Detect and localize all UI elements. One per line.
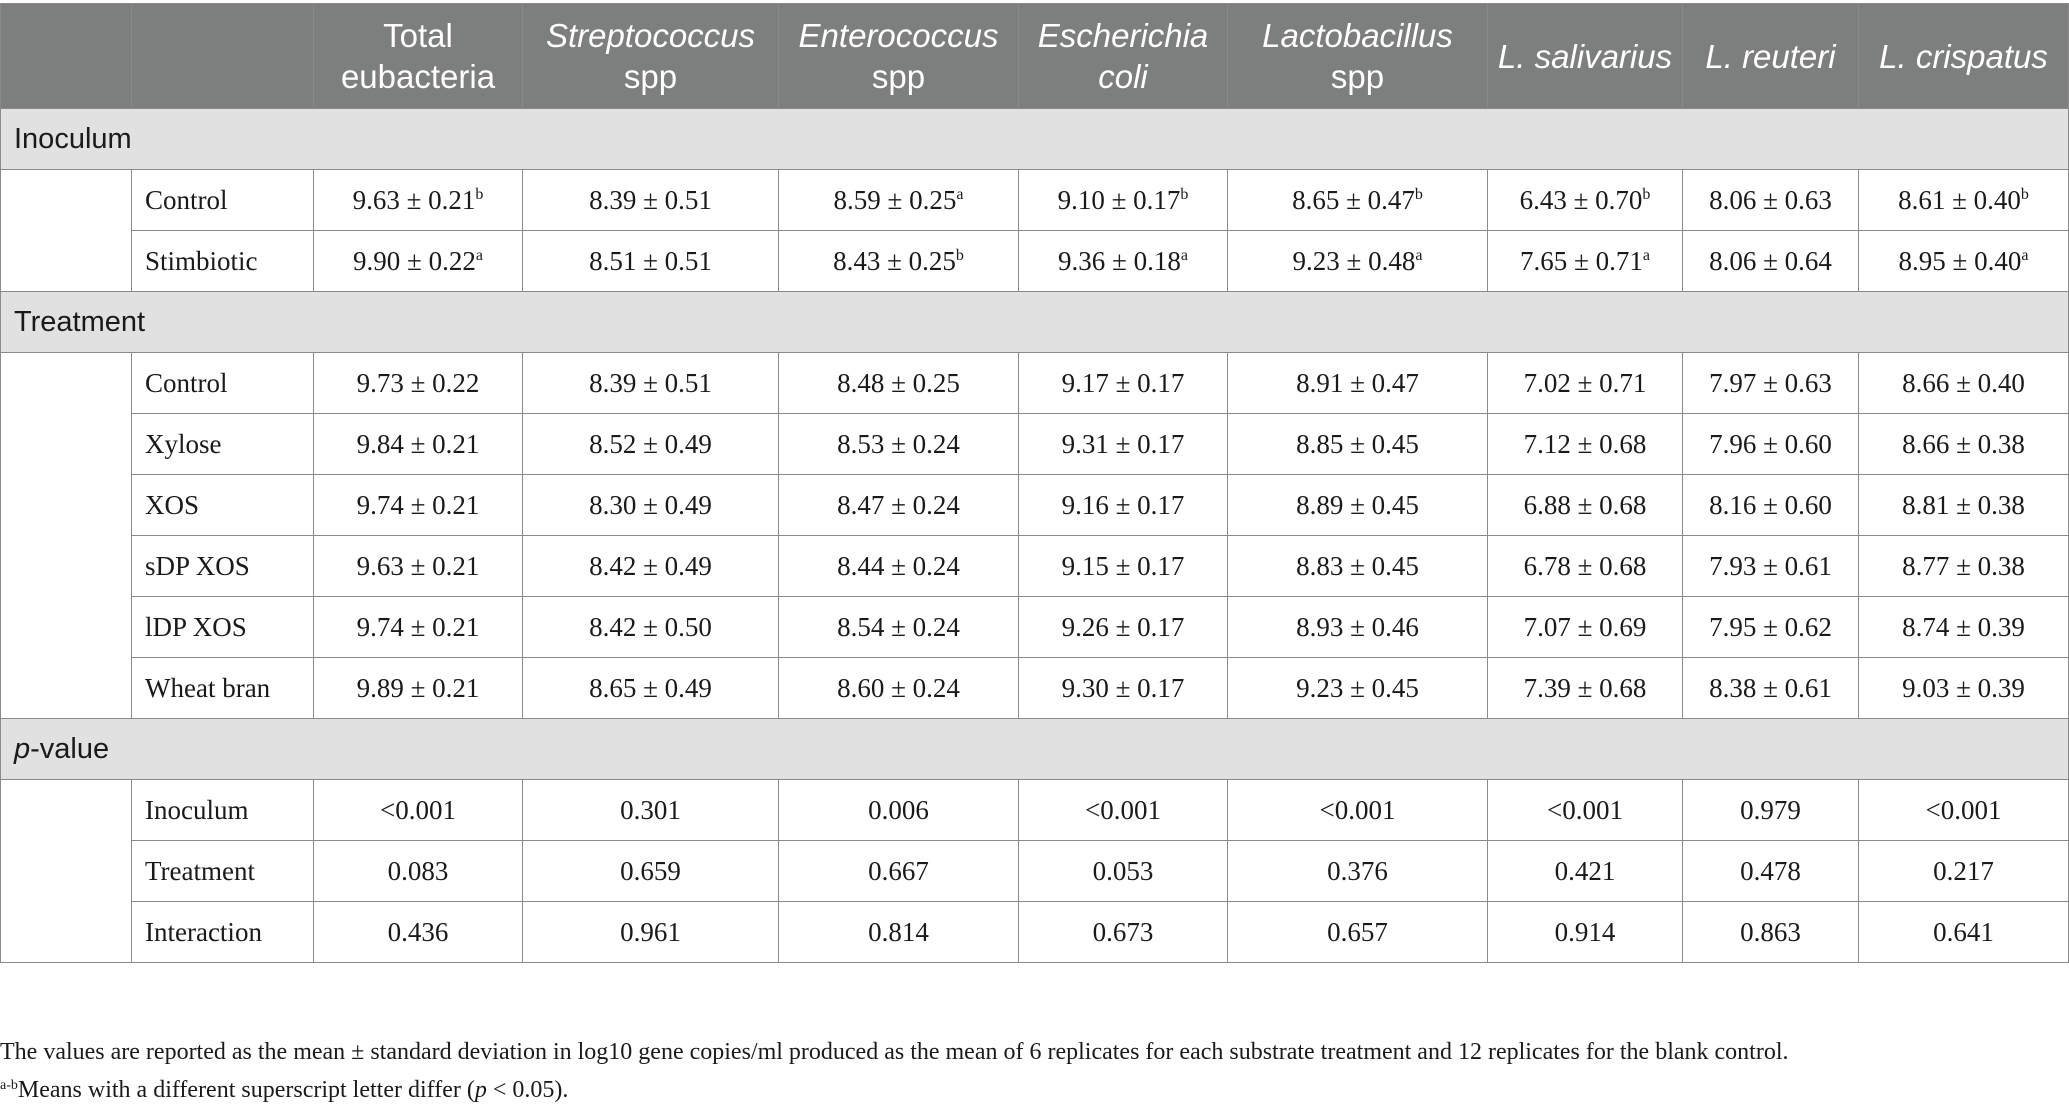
column-header-text: L. salivarius: [1497, 37, 1673, 75]
cell-value: 9.15 ± 0.17: [1061, 550, 1185, 581]
table-row: [1, 475, 2069, 536]
data-cell: [1228, 414, 1488, 475]
cell-value: 9.23 ± 0.48: [1292, 245, 1416, 276]
cell-value: 0.053: [1092, 855, 1154, 886]
data-cell: [1019, 658, 1228, 719]
data-cell: [1859, 841, 2069, 902]
data-cell: [1228, 658, 1488, 719]
data-cell: [1683, 170, 1859, 231]
cell-value: 0.657: [1327, 916, 1388, 947]
indent-cell: [1, 841, 132, 902]
data-cell: [1019, 597, 1228, 658]
indent-cell: [1, 475, 132, 536]
cell-value: 9.89 ± 0.21: [356, 672, 480, 703]
indent-cell: [1, 170, 132, 231]
cell-value: 7.93 ± 0.61: [1709, 550, 1832, 581]
cell-value: 8.47 ± 0.24: [837, 489, 960, 520]
footnote-text-a: Means with a different superscript letter differ (: [17, 1077, 475, 1103]
cell-value: 6.78 ± 0.68: [1523, 550, 1647, 581]
data-cell: [1488, 658, 1683, 719]
column-header-text: Streptococcus: [545, 17, 756, 54]
cell-value: 0.979: [1740, 794, 1801, 825]
column-header: [523, 4, 779, 109]
cell-value: 8.91 ± 0.47: [1296, 367, 1419, 398]
data-cell: [1019, 475, 1228, 536]
row-label: Control: [132, 353, 314, 414]
footnote-superscript-marker: a-b: [0, 1078, 18, 1093]
cell-superscript: a: [1180, 246, 1188, 264]
cell-value: 0.641: [1933, 916, 1994, 947]
data-cell: [523, 902, 779, 963]
data-cell: [1228, 902, 1488, 963]
column-header: [1683, 4, 1859, 109]
data-cell: [1228, 353, 1488, 414]
indent-cell: [1, 231, 132, 292]
data-cell: [1228, 841, 1488, 902]
table-footnotes: [0, 1037, 2060, 1113]
data-cell: [1019, 536, 1228, 597]
data-cell: [1488, 536, 1683, 597]
data-cell: [314, 597, 523, 658]
cell-value: 8.30 ± 0.49: [589, 489, 712, 520]
cell-value: 9.84 ± 0.21: [356, 428, 480, 459]
data-cell: [1019, 902, 1228, 963]
data-cell: [1859, 902, 2069, 963]
column-header-text: spp: [1330, 58, 1385, 95]
data-cell: [1019, 231, 1228, 292]
data-cell: [1228, 231, 1488, 292]
cell-value: 0.436: [387, 916, 449, 947]
data-cell: [523, 536, 779, 597]
data-cell: [1488, 475, 1683, 536]
data-cell: [314, 902, 523, 963]
cell-value: 7.95 ± 0.62: [1709, 611, 1832, 642]
cell-value: 8.89 ± 0.45: [1296, 489, 1419, 520]
data-cell: [779, 475, 1019, 536]
data-cell: [1488, 841, 1683, 902]
table-row: [1, 780, 2069, 841]
section-title-italic: p: [14, 732, 31, 765]
column-header-text: spp: [871, 58, 926, 95]
column-header-text: Enterococcus: [798, 17, 999, 54]
indent-cell: [1, 902, 132, 963]
cell-value: 8.81 ± 0.38: [1902, 489, 2025, 520]
cell-value: 8.39 ± 0.51: [589, 184, 712, 215]
data-cell: [1683, 902, 1859, 963]
cell-value: 0.301: [620, 794, 681, 825]
data-cell: [779, 658, 1019, 719]
data-cell: [1859, 658, 2069, 719]
data-cell: [1019, 353, 1228, 414]
data-cell: [1683, 475, 1859, 536]
section-title: Inoculum: [1, 109, 2069, 170]
cell-value: 8.66 ± 0.38: [1902, 428, 2025, 459]
cell-value: 9.74 ± 0.21: [356, 611, 480, 642]
cell-value: <0.001: [1547, 794, 1623, 825]
column-header: [1859, 4, 2069, 109]
cell-value: 8.54 ± 0.24: [837, 611, 960, 642]
cell-value: 8.39 ± 0.51: [589, 367, 712, 398]
cell-value: 8.42 ± 0.50: [589, 611, 712, 642]
cell-value: 9.63 ± 0.21: [352, 184, 476, 215]
cell-value: 7.02 ± 0.71: [1523, 367, 1647, 398]
table-row: [1, 658, 2069, 719]
data-cell: [1859, 170, 2069, 231]
column-header-text: L. reuteri: [1705, 37, 1836, 75]
row-label: Control: [132, 170, 314, 231]
cell-value: <0.001: [1925, 794, 2002, 825]
cell-value: 9.26 ± 0.17: [1061, 611, 1185, 642]
data-cell: [523, 475, 779, 536]
row-label: Interaction: [132, 902, 314, 963]
cell-value: 0.863: [1740, 916, 1801, 947]
cell-value: 0.083: [387, 855, 449, 886]
cell-value: 9.73 ± 0.22: [356, 367, 480, 398]
cell-value: 9.10 ± 0.17: [1057, 184, 1181, 215]
cell-value: 8.83 ± 0.45: [1296, 550, 1419, 581]
cell-value: 7.97 ± 0.63: [1709, 367, 1832, 398]
cell-value: 8.38 ± 0.61: [1709, 672, 1832, 703]
row-label: Stimbiotic: [132, 231, 314, 292]
data-cell: [314, 231, 523, 292]
data-cell: [314, 841, 523, 902]
cell-value: 8.06 ± 0.63: [1709, 184, 1832, 215]
cell-value: 8.51 ± 0.51: [589, 245, 712, 276]
cell-superscript: b: [1180, 185, 1189, 203]
data-cell: [1488, 597, 1683, 658]
data-cell: [1859, 536, 2069, 597]
data-cell: [523, 780, 779, 841]
data-cell: [1683, 536, 1859, 597]
data-cell: [523, 414, 779, 475]
table-row: [1, 353, 2069, 414]
data-cell: [523, 841, 779, 902]
cell-value: 0.478: [1740, 855, 1801, 886]
data-cell: [1488, 170, 1683, 231]
data-cell: [1019, 170, 1228, 231]
column-header-text: coli: [1098, 58, 1148, 95]
cell-value: 9.63 ± 0.21: [356, 550, 480, 581]
table-row: [1, 902, 2069, 963]
indent-cell: [1, 414, 132, 475]
header-row: [1, 4, 2069, 109]
row-label: lDP XOS: [132, 597, 314, 658]
cell-value: <0.001: [380, 794, 456, 825]
cell-superscript: a: [1642, 246, 1650, 264]
cell-value: 9.16 ± 0.17: [1061, 489, 1185, 520]
cell-value: 8.66 ± 0.40: [1902, 367, 2025, 398]
cell-value: 8.06 ± 0.64: [1709, 245, 1832, 276]
data-cell: [1228, 597, 1488, 658]
cell-value: 0.961: [620, 916, 681, 947]
cell-superscript: b: [955, 246, 964, 264]
cell-value: 8.52 ± 0.49: [589, 428, 712, 459]
header-blank-cell: [1, 4, 132, 109]
column-header-text: L. crispatus: [1879, 37, 2048, 75]
column-header-text: Total: [383, 17, 453, 54]
section-header-row: [1, 292, 2069, 353]
cell-value: 0.006: [868, 794, 929, 825]
cell-superscript: a: [475, 246, 483, 264]
data-cell: [1228, 536, 1488, 597]
data-cell: [523, 658, 779, 719]
cell-value: 9.36 ± 0.18: [1058, 245, 1181, 276]
cell-value: 8.44 ± 0.24: [837, 550, 960, 581]
cell-value: 0.376: [1327, 855, 1388, 886]
data-cell: [523, 353, 779, 414]
cell-value: 8.43 ± 0.25: [833, 245, 956, 276]
data-cell: [1488, 780, 1683, 841]
data-cell: [314, 353, 523, 414]
cell-value: 8.65 ± 0.49: [589, 672, 712, 703]
cell-value: 9.30 ± 0.17: [1061, 672, 1185, 703]
table-row: [1, 170, 2069, 231]
data-cell: [1859, 780, 2069, 841]
data-cell: [523, 231, 779, 292]
cell-value: 0.673: [1092, 916, 1154, 947]
data-cell: [1683, 353, 1859, 414]
indent-cell: [1, 353, 132, 414]
data-cell: [1859, 231, 2069, 292]
data-cell: [779, 414, 1019, 475]
cell-value: 0.217: [1933, 855, 1994, 886]
data-cell: [1019, 780, 1228, 841]
row-label: Inoculum: [132, 780, 314, 841]
row-label: Treatment: [132, 841, 314, 902]
section-title: Treatment: [1, 292, 2069, 353]
cell-value: 0.914: [1554, 916, 1616, 947]
cell-value: 8.59 ± 0.25: [833, 184, 957, 215]
cell-value: 9.23 ± 0.45: [1296, 672, 1419, 703]
column-header: [1228, 4, 1488, 109]
data-cell: [1019, 841, 1228, 902]
data-cell: [779, 536, 1019, 597]
data-cell: [1683, 841, 1859, 902]
section-title-rest: -value: [30, 732, 110, 765]
cell-value: 7.12 ± 0.68: [1523, 428, 1647, 459]
data-cell: [779, 231, 1019, 292]
section-header-row: [1, 109, 2069, 170]
cell-value: 6.43 ± 0.70: [1519, 184, 1643, 215]
data-cell: [1228, 170, 1488, 231]
indent-cell: [1, 536, 132, 597]
cell-value: 0.421: [1554, 855, 1616, 886]
cell-value: 0.667: [868, 855, 929, 886]
data-cell: [1859, 597, 2069, 658]
cell-value: 9.74 ± 0.21: [356, 489, 480, 520]
row-label: Wheat bran: [132, 658, 314, 719]
table-body: [1, 109, 2069, 963]
cell-superscript: a: [956, 185, 964, 203]
cell-value: 8.61 ± 0.40: [1898, 184, 2021, 215]
table-row: [1, 597, 2069, 658]
data-cell: [1683, 231, 1859, 292]
cell-superscript: b: [475, 185, 484, 203]
footnote-p-symbol: p: [474, 1077, 487, 1103]
cell-value: 8.60 ± 0.24: [837, 672, 960, 703]
cell-value: 8.95 ± 0.40: [1898, 245, 2022, 276]
data-cell: [314, 658, 523, 719]
column-header: [779, 4, 1019, 109]
data-cell: [1228, 780, 1488, 841]
cell-value: 6.88 ± 0.68: [1523, 489, 1647, 520]
data-cell: [1488, 231, 1683, 292]
cell-value: 8.77 ± 0.38: [1902, 550, 2025, 581]
data-cell: [1228, 475, 1488, 536]
row-label: sDP XOS: [132, 536, 314, 597]
cell-value: 9.17 ± 0.17: [1061, 367, 1185, 398]
cell-superscript: b: [2020, 185, 2029, 203]
cell-value: 8.74 ± 0.39: [1902, 611, 2025, 642]
table-row: [1, 231, 2069, 292]
data-cell: [1859, 414, 2069, 475]
row-label: XOS: [132, 475, 314, 536]
cell-value: 8.48 ± 0.25: [837, 367, 960, 398]
cell-value: 9.31 ± 0.17: [1061, 428, 1185, 459]
cell-value: 7.96 ± 0.60: [1709, 428, 1832, 459]
cell-value: 7.07 ± 0.69: [1523, 611, 1647, 642]
table-row: [1, 536, 2069, 597]
data-cell: [1859, 475, 2069, 536]
cell-value: 0.659: [620, 855, 681, 886]
header-blank-cell: [132, 4, 314, 109]
cell-value: 8.42 ± 0.49: [589, 550, 712, 581]
cell-superscript: a: [2021, 246, 2029, 264]
cell-value: 9.90 ± 0.22: [353, 245, 476, 276]
cell-value: 7.65 ± 0.71: [1520, 245, 1643, 276]
section-title: [1, 719, 2069, 780]
footnote-text-b: < 0.05).: [486, 1077, 569, 1103]
data-cell: [1488, 902, 1683, 963]
results-table: [0, 3, 2069, 963]
data-cell: [1859, 353, 2069, 414]
data-cell: [779, 170, 1019, 231]
column-header: [1019, 4, 1228, 109]
column-header-text: eubacteria: [340, 58, 496, 95]
section-header-row: [1, 719, 2069, 780]
cell-superscript: a: [1415, 246, 1423, 264]
data-cell: [1019, 414, 1228, 475]
data-cell: [314, 780, 523, 841]
footnote-values: The values are reported as the mean ± standard deviation in log10 gene copies/ml produced as the mean of 6 replicates for each substrate treatment and 12 replicates for the blank control.: [0, 1039, 1789, 1065]
indent-cell: [1, 658, 132, 719]
cell-value: 8.93 ± 0.46: [1296, 611, 1419, 642]
column-header-text: spp: [623, 58, 678, 95]
data-cell: [523, 597, 779, 658]
data-cell: [314, 475, 523, 536]
cell-value: 9.03 ± 0.39: [1902, 672, 2025, 703]
table-row: [1, 841, 2069, 902]
footnote-superscript: [0, 1075, 2060, 1105]
column-header-text: Lactobacillus: [1262, 17, 1453, 54]
data-cell: [779, 353, 1019, 414]
cell-superscript: b: [1642, 185, 1651, 203]
data-cell: [1683, 597, 1859, 658]
indent-cell: [1, 597, 132, 658]
data-cell: [779, 780, 1019, 841]
cell-value: 7.39 ± 0.68: [1523, 672, 1647, 703]
data-cell: [1683, 658, 1859, 719]
cell-value: 8.85 ± 0.45: [1296, 428, 1419, 459]
data-cell: [314, 536, 523, 597]
table-row: [1, 414, 2069, 475]
data-cell: [1488, 353, 1683, 414]
data-cell: [1683, 414, 1859, 475]
column-header-text: Escherichia: [1037, 17, 1209, 54]
column-header: [1488, 4, 1683, 109]
data-cell: [1683, 780, 1859, 841]
cell-value: 8.16 ± 0.60: [1709, 489, 1832, 520]
cell-superscript: b: [1414, 185, 1423, 203]
cell-value: <0.001: [1085, 794, 1161, 825]
data-cell: [779, 841, 1019, 902]
row-label: Xylose: [132, 414, 314, 475]
data-cell: [523, 170, 779, 231]
cell-value: 0.814: [868, 916, 929, 947]
data-cell: [779, 597, 1019, 658]
column-header: [314, 4, 523, 109]
cell-value: 8.65 ± 0.47: [1292, 184, 1415, 215]
data-cell: [1488, 414, 1683, 475]
data-cell: [779, 902, 1019, 963]
cell-value: 8.53 ± 0.24: [837, 428, 960, 459]
data-cell: [314, 414, 523, 475]
indent-cell: [1, 780, 132, 841]
cell-value: <0.001: [1319, 794, 1396, 825]
data-cell: [314, 170, 523, 231]
